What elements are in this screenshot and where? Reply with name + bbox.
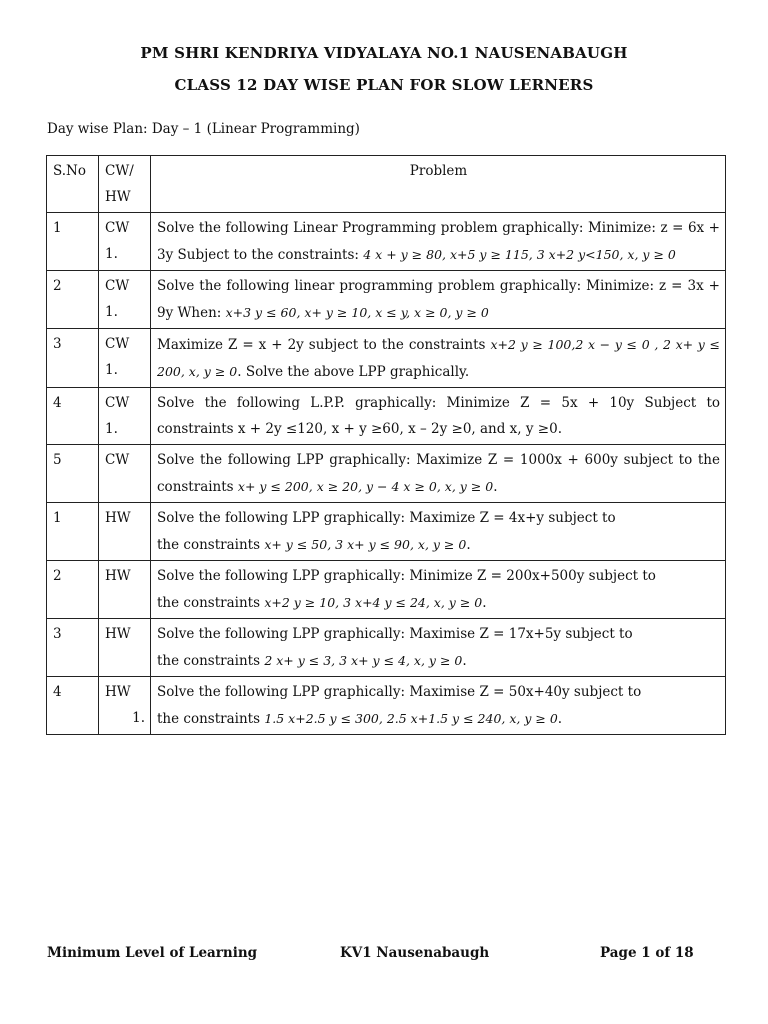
row-sno: 1 xyxy=(47,213,99,271)
footer-center: KV1 Nausenabaugh xyxy=(340,945,490,961)
row-sno: 2 xyxy=(47,561,99,619)
footer-left: Minimum Level of Learning xyxy=(47,945,258,961)
row-sno: 2 xyxy=(47,271,99,329)
row-problem: Solve the following LPP graphically: Maximise Z = 50x+40y subject to the constraints 1.5 x+2.5 y ≤ 300, 2.5 x+1.5 y ≤ 240, x, y ≥ 0. xyxy=(151,677,726,735)
table-header-row xyxy=(47,156,726,213)
row-problem: Solve the following LPP graphically: Maximize Z = 4x+y subject to the constraints x+ y ≤ 50, 3 x+ y ≤ 90, x, y ≥ 0. xyxy=(151,503,726,561)
row-math: 2 x+ y ≤ 3, 3 x+ y ≤ 4, x, y ≥ 0 xyxy=(264,652,463,668)
row-sno: 3 xyxy=(47,329,99,388)
row-sno: 3 xyxy=(47,619,99,677)
row-type: CW 1. xyxy=(99,329,151,388)
row-type: HW xyxy=(99,503,151,561)
table-row xyxy=(47,677,726,735)
header-sno: S.No xyxy=(47,156,99,213)
problem-table xyxy=(46,155,726,735)
row-type: HW 1. xyxy=(99,677,151,735)
row-type: CW xyxy=(99,445,151,503)
footer-page-number: Page 1 of 18 xyxy=(600,945,694,961)
row-problem: Solve the following Linear Programming problem graphically: Minimize: z = 6x + 3y Subject to the constraints: 4 x + y ≥ 80, x+5 y ≥ 115, 3 x+2 y<150, x, y ≥ 0 xyxy=(151,213,726,271)
row-type: CW 1. xyxy=(99,271,151,329)
table-row xyxy=(47,213,726,271)
table-row xyxy=(47,388,726,445)
row-sno: 5 xyxy=(47,445,99,503)
row-type: CW 1. xyxy=(99,213,151,271)
row-math: 4 x + y ≥ 80, x+5 y ≥ 115, 3 x+2 y<150, x, y ≥ 0 xyxy=(363,246,676,262)
header-type: CW/ HW xyxy=(99,156,151,213)
school-title: PM SHRI KENDRIYA VIDYALAYA NO.1 NAUSENABAUGH xyxy=(140,44,628,62)
table-row xyxy=(47,445,726,503)
table-row xyxy=(47,329,726,388)
row-type: CW 1. xyxy=(99,388,151,445)
row-problem: Solve the following linear programming problem graphically: Minimize: z = 3x + 9y When: x+3 y ≤ 60, x+ y ≥ 10, x ≤ y, x ≥ 0, y ≥ 0 xyxy=(151,271,726,329)
row-type: HW xyxy=(99,561,151,619)
row-math: x+2 y ≥ 100,2 x − y ≤ 0 , 2 x+ y ≤ 200, x, y ≥ 0 xyxy=(157,337,721,379)
header-problem: Problem xyxy=(151,156,726,213)
plan-title: CLASS 12 DAY WISE PLAN FOR SLOW LERNERS xyxy=(174,76,594,94)
row-sno: 4 xyxy=(47,388,99,445)
row-math: x+2 y ≥ 10, 3 x+4 y ≤ 24, x, y ≥ 0 xyxy=(264,594,483,610)
row-math: 1.5 x+2.5 y ≤ 300, 2.5 x+1.5 y ≤ 240, x, y ≥ 0 xyxy=(264,710,558,726)
row-math: x+3 y ≤ 60, x+ y ≥ 10, x ≤ y, x ≥ 0, y ≥ 0 xyxy=(225,304,489,320)
table-row xyxy=(47,561,726,619)
row-problem: Maximize Z = x + 2y subject to the constraints x+2 y ≥ 100,2 x − y ≤ 0 , 2 x+ y ≤ 200, x, y ≥ 0. Solve the above LPP graphically. xyxy=(151,329,726,388)
table-row xyxy=(47,271,726,329)
row-sno: 1 xyxy=(47,503,99,561)
table-row xyxy=(47,619,726,677)
row-sno: 4 xyxy=(47,677,99,735)
row-type: HW xyxy=(99,619,151,677)
table-row xyxy=(47,503,726,561)
row-problem: Solve the following LPP graphically: Maximize Z = 1000x + 600y subject to the constraints x+ y ≤ 200, x ≥ 20, y − 4 x ≥ 0, x, y ≥ 0. xyxy=(151,445,726,503)
row-problem: Solve the following LPP graphically: Maximise Z = 17x+5y subject to the constraints 2 x+ y ≤ 3, 3 x+ y ≤ 4, x, y ≥ 0. xyxy=(151,619,726,677)
row-problem: Solve the following LPP graphically: Minimize Z = 200x+500y subject to the constraints x+2 y ≥ 10, 3 x+4 y ≤ 24, x, y ≥ 0. xyxy=(151,561,726,619)
row-math: x+ y ≤ 200, x ≥ 20, y − 4 x ≥ 0, x, y ≥ 0 xyxy=(237,478,494,494)
row-math: x+ y ≤ 50, 3 x+ y ≤ 90, x, y ≥ 0 xyxy=(264,536,467,552)
day-plan-label: Day wise Plan: Day – 1 (Linear Programming) xyxy=(47,121,360,137)
row-problem: Solve the following L.P.P. graphically: Minimize Z = 5x + 10y Subject to constraints x + 2y ≤120, x + y ≥60, x – 2y ≥0, and x, y ≥0. xyxy=(151,388,726,445)
